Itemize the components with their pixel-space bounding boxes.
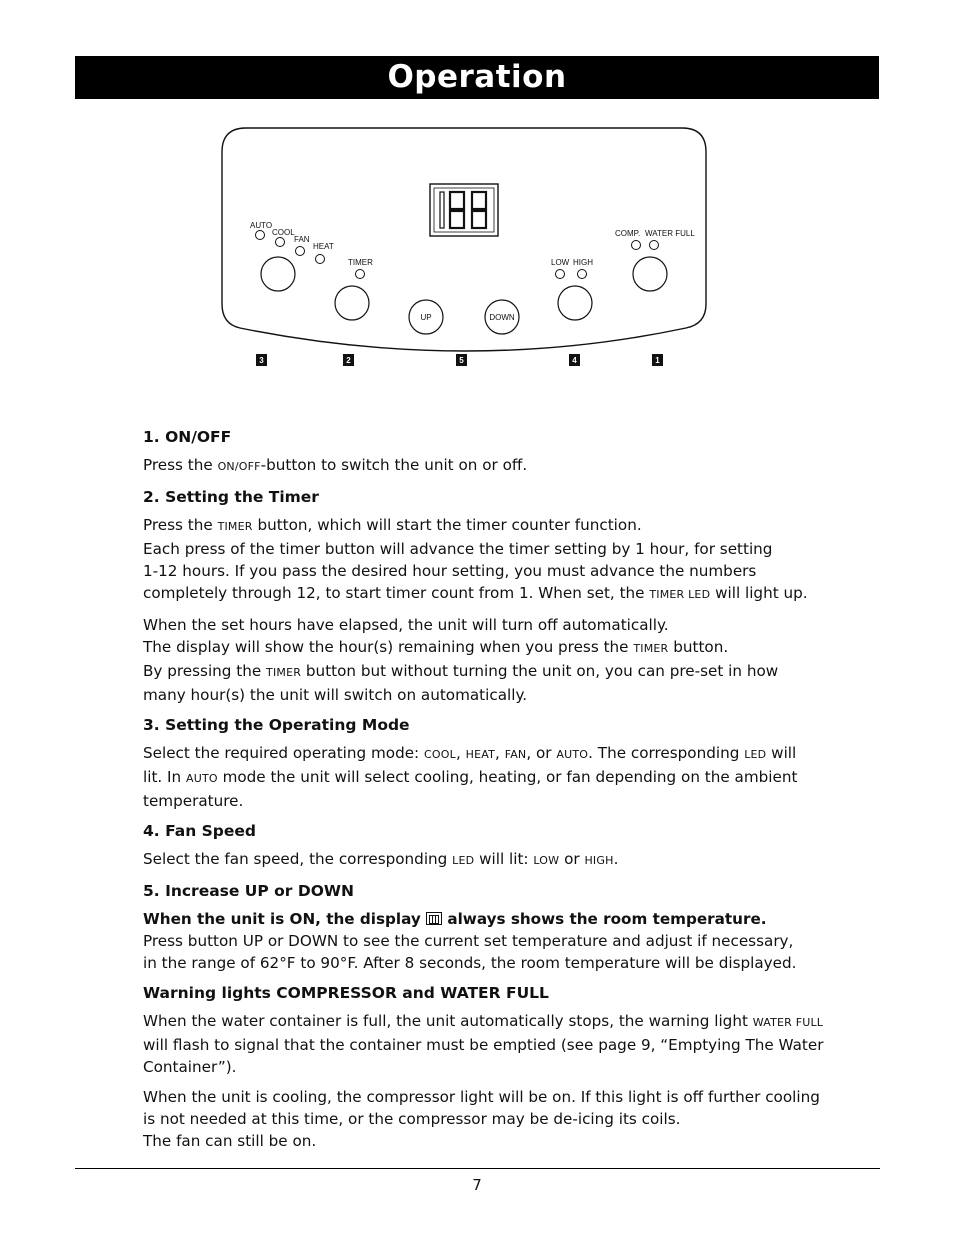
svg-text:1: 1 — [655, 356, 660, 365]
led-water-full — [650, 241, 659, 250]
timer-paragraph-1: Press the TIMER button, which will start the timer counter function. Each press of the timer button will advance the timer setting by 1 hour, for setting 1-12 hours. If you pass the desired hour setting, you must advance the numbers completely through 12, to start timer count from 1. When set, the TIMER LED will light up. — [143, 516, 808, 602]
fan-paragraph: Select the fan speed, the corresponding LED will lit: LOW or HIGH. — [143, 850, 619, 868]
led-label-timer: TIMER — [348, 258, 373, 267]
section-heading-fan: 4. Fan Speed — [143, 822, 257, 840]
section-heading-updown: 5. Increase UP or DOWN — [143, 882, 354, 900]
led-label-comp: COMP. — [615, 229, 641, 238]
header-bar — [75, 56, 879, 99]
led-label-low: LOW — [551, 258, 570, 267]
led-cool — [276, 238, 285, 247]
led-low — [556, 270, 565, 279]
page-number: 7 — [472, 1176, 482, 1194]
page-title: Operation — [387, 59, 567, 95]
led-high — [578, 270, 587, 279]
section-heading-timer: 2. Setting the Timer — [143, 488, 319, 506]
warning-paragraph-1: When the water container is full, the unit automatically stops, the warning light WATER FULL will flash to signal that the container must be emptied (see page 9, “Emptying The Water Container”). — [143, 1012, 824, 1076]
svg-text:4: 4 — [572, 356, 577, 365]
timer-button — [335, 286, 369, 320]
svg-text:5: 5 — [459, 356, 464, 365]
mode-paragraph: Select the required operating mode: COOL, HEAT, FAN, or AUTO. The corresponding LED will lit. In AUTO mode the unit will select cooling, heating, or fan depending on the ambient temperature. — [143, 744, 798, 810]
timer-paragraph-2: When the set hours have elapsed, the unit will turn off automatically. The display will show the hour(s) remaining when you press the TIMER button. By pressing the TIMER button but without turning the unit on, you can pre-set in how many hour(s) the unit will switch on automatically. — [143, 616, 779, 704]
updown-paragraph: When the unit is ON, the display always shows the room temperature. Press button UP or DOWN to see the current set temperature and adjust if necessary, in the range of 62°F to 90°F. After 8 seconds, the room temperature will be displayed. — [143, 910, 797, 972]
led-label-high: HIGH — [573, 258, 593, 267]
svg-text:3: 3 — [259, 356, 264, 365]
led-label-auto: AUTO — [250, 221, 273, 230]
control-panel-diagram — [218, 124, 710, 374]
section-heading-onoff: 1. ON/OFF — [143, 428, 232, 446]
led-label-fan: FAN — [294, 235, 310, 244]
led-fan — [296, 247, 305, 256]
section-heading-warning: Warning lights COMPRESSOR and WATER FULL — [143, 984, 549, 1002]
led-label-water-full: WATER FULL — [645, 229, 695, 238]
led-label-heat: HEAT — [313, 242, 334, 251]
onoff-button — [633, 257, 667, 291]
footer-rule — [75, 1168, 880, 1169]
led-timer — [356, 270, 365, 279]
fan-speed-button — [558, 286, 592, 320]
led-heat — [316, 255, 325, 264]
instructions — [143, 426, 843, 1160]
led-comp — [632, 241, 641, 250]
led-auto — [256, 231, 265, 240]
digital-display — [430, 184, 498, 236]
warning-paragraph-2: When the unit is cooling, the compressor light will be on. If this light is off further cooling is not needed at this time, or the compressor may be de-icing its coils. The fan can still be on. — [143, 1088, 820, 1150]
mode-button — [261, 257, 295, 291]
section-heading-mode: 3. Setting the Operating Mode — [143, 716, 410, 734]
display-icon — [426, 912, 442, 925]
up-button-label: UP — [420, 313, 432, 322]
onoff-paragraph: Press the ON/OFF-button to switch the unit on or off. — [143, 456, 528, 474]
led-label-cool: COOL — [272, 228, 295, 237]
svg-text:2: 2 — [346, 356, 351, 365]
down-button-label: DOWN — [489, 313, 515, 322]
